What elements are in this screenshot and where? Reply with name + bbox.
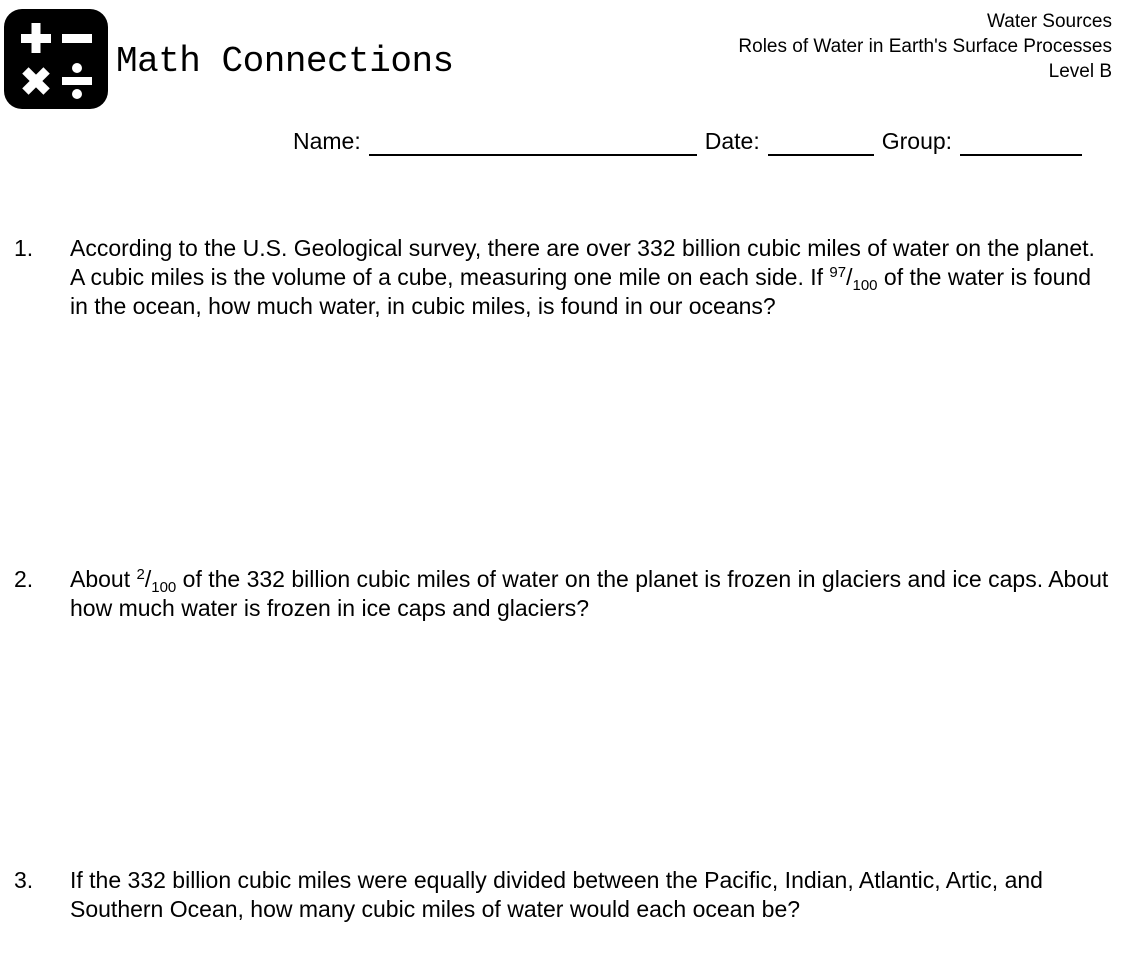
group-blank[interactable] <box>960 132 1082 156</box>
brand-name: Math Connections <box>116 41 454 82</box>
question-number: 2. <box>14 566 34 592</box>
math-symbols-logo-icon <box>4 9 108 109</box>
student-info-fields <box>293 126 1082 156</box>
question-text: If the 332 billion cubic miles were equally divided between the Pacific, Indian, Atlantic, Artic, and Southern Ocean, how many cubic miles of water would each ocean be? <box>70 867 1043 922</box>
question-text: About $^2/_{100}$ of the 332 billion cubic miles of water on the planet is frozen in glaciers and ice caps. About how much water is frozen in ice caps and glaciers? <box>70 566 1109 621</box>
name-blank[interactable] <box>369 132 697 156</box>
question-number: 3. <box>14 867 34 893</box>
question-text: According to the U.S. Geological survey, there are over 332 billion cubic miles of water on the planet. A cubic miles is the volume of a cube, measuring one mile on each side. If $^{97}/_{100}$ of the water is found in the ocean, how much water, in cubic miles, is found in our oceans? <box>70 235 1095 319</box>
date-blank[interactable] <box>768 132 874 156</box>
question-number: 1. <box>14 235 34 261</box>
question-2 <box>14 565 1114 623</box>
date-label: Date: <box>704 128 760 154</box>
unit-title: Roles of Water in Earth's Surface Processes <box>738 36 1112 57</box>
fraction: $^{97}/_{100}$ <box>829 264 878 294</box>
level-label: Level B <box>1048 61 1112 82</box>
question-1 <box>14 234 1114 321</box>
fraction: $^2/_{100}$ <box>136 566 177 596</box>
question-3 <box>14 866 1114 924</box>
worksheet-header-info <box>738 9 1112 84</box>
group-label: Group: <box>881 128 953 154</box>
name-label: Name: <box>293 128 361 154</box>
topic-title: Water Sources <box>987 11 1112 32</box>
